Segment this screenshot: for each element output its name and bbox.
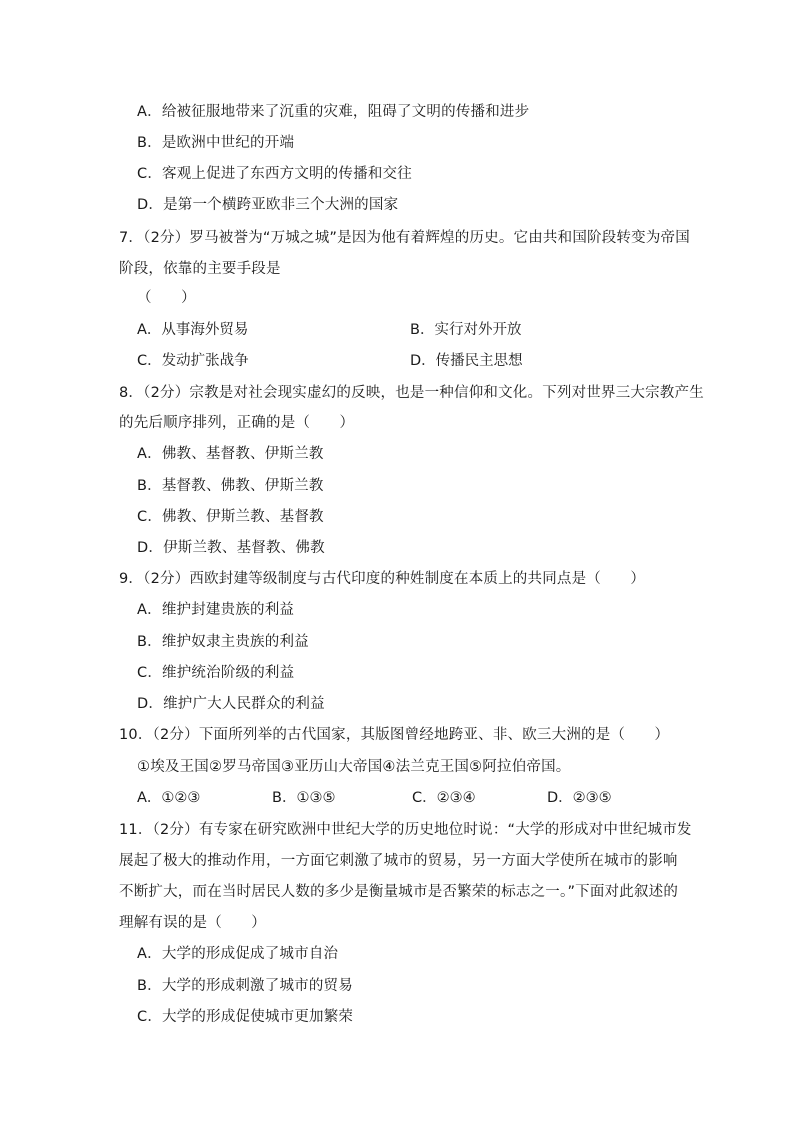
q7-answer-blank: （ ） [137,290,196,306]
q8-option-b: B．基督教、佛教、伊斯兰教 [137,478,324,494]
q11-option-a: A．大学的形成促成了城市自治 [137,946,339,962]
q11-option-b: B．大学的形成刺激了城市的贸易 [137,978,353,994]
q7-stem-line1: 7．（2分）罗马被誉为“万城之城”是因为他有着辉煌的历史。它由共和国阶段转变为帝国 [119,230,690,246]
q9-stem-line1: 9．（2分）西欧封建等级制度与古代印度的种姓制度在本质上的共同点是（ ） [119,571,646,587]
q7-option-a: A．从事海外贸易 [137,322,249,338]
q8-option-c: C．佛教、伊斯兰教、基督教 [137,509,324,525]
q7-stem-line2: 阶段，依靠的主要手段是 [119,261,281,277]
q8-option-a: A．佛教、基督教、伊斯兰教 [137,446,324,462]
q11-stem-line3: 不断扩大，而在当时居民人数的多少是衡量城市是否繁荣的标志之一。”下面对此叙述的 [119,884,679,900]
q10-option-b: B．①③⑤ [272,790,336,806]
q9-option-b: B．维护奴隶主贵族的利益 [137,634,309,650]
q9-option-c: C．维护统治阶级的利益 [137,665,295,681]
q7-option-c: C．发动扩张战争 [137,353,249,369]
q11-stem-line1: 11．（2分）有专家在研究欧洲中世纪大学的历史地位时说：“大学的形成对中世纪城市发 [119,822,692,838]
q8-stem-line1: 8．（2分）宗教是对社会现实虚幻的反映，也是一种信仰和文化。下列对世界三大宗教产生 [119,385,704,401]
q8-option-d: D．伊斯兰教、基督教、佛教 [137,540,325,556]
q7-option-d: D．传播民主思想 [410,353,523,369]
q6-option-b: B．是欧洲中世纪的开端 [137,135,295,151]
q9-option-a: A．维护封建贵族的利益 [137,602,295,618]
q10-option-a: A．①②③ [137,790,201,806]
q6-option-c: C．客观上促进了东西方文明的传播和交往 [137,166,412,182]
q11-option-c: C．大学的形成促使城市更加繁荣 [137,1009,354,1025]
q7-option-b: B．实行对外开放 [410,322,522,338]
q11-stem-line4: 理解有误的是（ ） [119,915,266,931]
q6-option-d: D．是第一个横跨亚欧非三个大洲的国家 [137,197,399,213]
q10-option-c: C．②③④ [412,790,476,806]
q6-option-a: A．给被征服地带来了沉重的灾难，阻碍了文明的传播和进步 [137,104,530,120]
q10-stem-line2: ①埃及王国②罗马帝国③亚历山大帝国④法兰克王国⑤阿拉伯帝国。 [137,759,571,775]
q10-option-d: D．②③⑤ [547,790,612,806]
q9-option-d: D．维护广大人民群众的利益 [137,696,325,712]
q10-stem-line1: 10．（2分）下面所列举的古代国家，其版图曾经地跨亚、非、欧三大洲的是（ ） [119,727,670,743]
q11-stem-line2: 展起了极大的推动作用，一方面它刺激了城市的贸易，另一方面大学使所在城市的影响 [119,853,678,869]
q8-stem-line2: 的先后顺序排列，正确的是（ ） [119,415,355,431]
